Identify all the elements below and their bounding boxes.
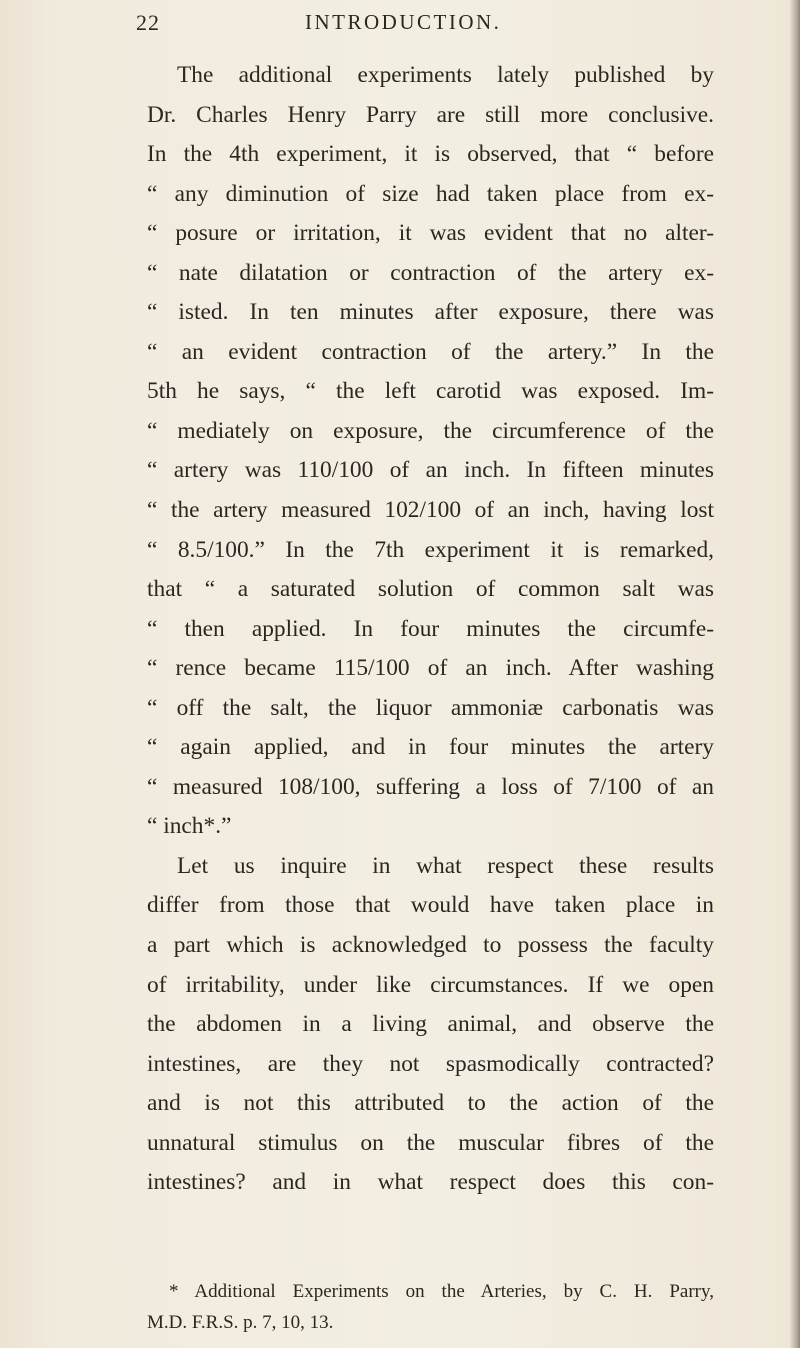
running-head: INTRODUCTION. bbox=[305, 10, 502, 34]
text-line: a part which is acknowledged to possess the faculty bbox=[147, 932, 714, 959]
body-text bbox=[147, 56, 714, 1203]
text-line: “ off the salt, the liquor ammoniæ carbonatis was bbox=[147, 694, 714, 721]
text-line: In the 4th experiment, it is observed, that “ before bbox=[147, 141, 714, 168]
text-line: “ nate dilatation or contraction of the artery ex- bbox=[147, 259, 714, 286]
text-line: “ posure or irritation, it was evident that no alter- bbox=[147, 220, 714, 247]
text-line: and is not this attributed to the action of the bbox=[147, 1090, 714, 1117]
footnote-line: * Additional Experiments on the Arteries, by C. H. Parry, bbox=[169, 1281, 714, 1302]
text-line: “ then applied. In four minutes the circumfe- bbox=[147, 615, 714, 642]
footnote bbox=[147, 1276, 714, 1338]
text-line: “ isted. In ten minutes after exposure, there was bbox=[147, 299, 714, 326]
text-line: Let us inquire in what respect these results bbox=[177, 852, 714, 879]
footnote-line: M.D. F.R.S. p. 7, 10, 13. bbox=[147, 1312, 334, 1333]
text-line: “ 8.5/100.” In the 7th experiment it is remarked, bbox=[147, 536, 714, 563]
text-line: “ mediately on exposure, the circumference of the bbox=[147, 417, 714, 444]
text-line: “ rence became 115/100 of an inch. After washing bbox=[147, 655, 714, 682]
text-line: “ inch*.” bbox=[147, 813, 232, 840]
text-line: unnatural stimulus on the muscular fibres of the bbox=[147, 1129, 714, 1156]
text-line: intestines? and in what respect does this con- bbox=[147, 1169, 714, 1196]
text-line: The additional experiments lately published by bbox=[177, 62, 714, 88]
text-line: differ from those that would have taken place in bbox=[147, 892, 714, 919]
page-number: 22 bbox=[136, 10, 160, 35]
page-edge-shadow bbox=[790, 0, 800, 1348]
text-line: the abdomen in a living animal, and observe the bbox=[147, 1011, 714, 1038]
text-line: “ the artery measured 102/100 of an inch, having lost bbox=[147, 497, 714, 524]
text-line: “ again applied, and in four minutes the artery bbox=[147, 734, 714, 761]
text-line: “ measured 108/100, suffering a loss of 7/100 of an bbox=[147, 773, 714, 800]
text-line: intestines, are they not spasmodically contracted? bbox=[147, 1050, 714, 1077]
text-line: “ an evident contraction of the artery.” In the bbox=[147, 338, 714, 365]
text-line: of irritability, under like circumstances. If we open bbox=[147, 971, 714, 998]
text-line: “ any diminution of size had taken place from ex- bbox=[147, 180, 714, 207]
page-header bbox=[0, 10, 800, 44]
text-line: Dr. Charles Henry Parry are still more conclusive. bbox=[147, 101, 714, 128]
text-line: “ artery was 110/100 of an inch. In fifteen minutes bbox=[147, 457, 714, 484]
text-line: that “ a saturated solution of common salt was bbox=[147, 576, 714, 603]
text-line: 5th he says, “ the left carotid was exposed. Im- bbox=[147, 378, 714, 405]
